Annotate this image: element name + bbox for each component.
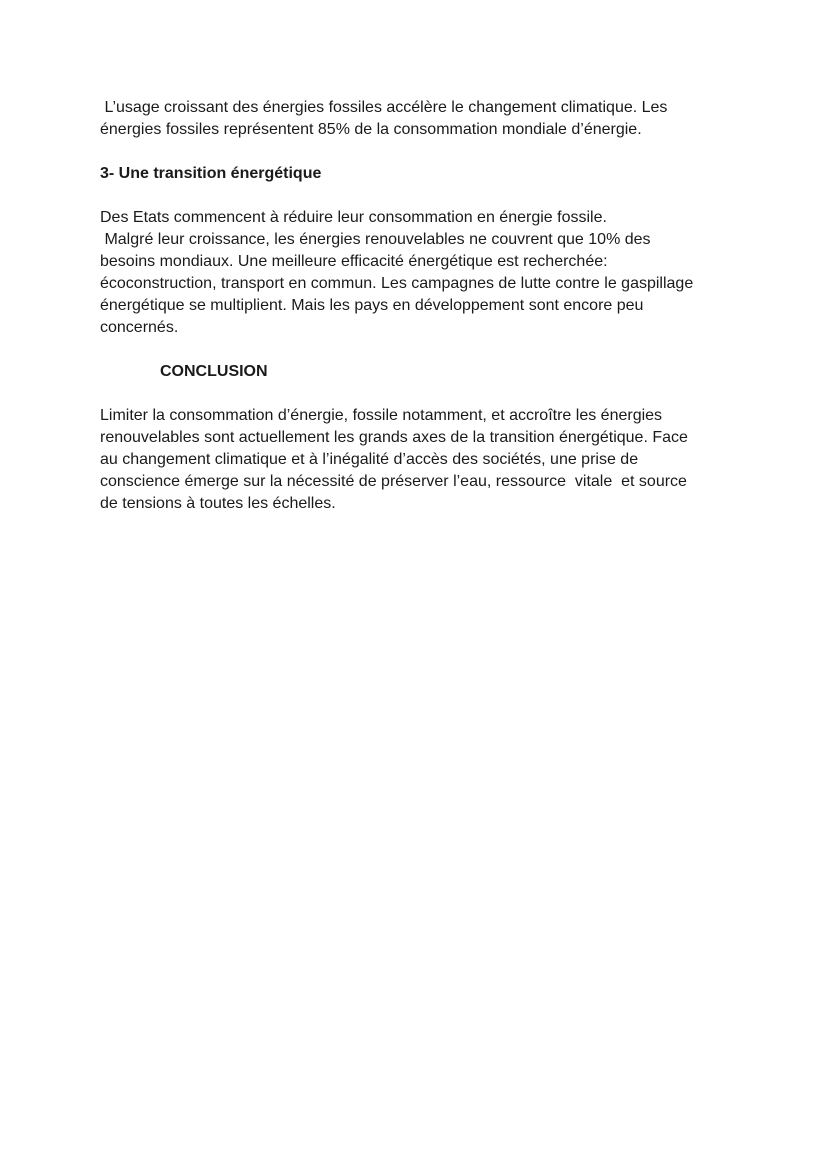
- section-line: Des Etats commencent à réduire leur consommation en énergie fossile.: [100, 209, 607, 226]
- conclusion-line: au changement climatique et à l’inégalité d’accès des sociétés, une prise de: [100, 451, 639, 468]
- conclusion-line: de tensions à toutes les échelles.: [100, 495, 336, 512]
- section-line: écoconstruction, transport en commun. Les campagnes de lutte contre le gaspillage: [100, 275, 694, 292]
- conclusion-heading: CONCLUSION: [160, 363, 268, 380]
- spacer: [100, 185, 740, 207]
- intro-line: L’usage croissant des énergies fossiles accélère le changement climatique. Les: [100, 99, 668, 116]
- document-body: [100, 97, 740, 515]
- section-heading: 3- Une transition énergétique: [100, 165, 322, 182]
- section-line: concernés.: [100, 319, 179, 336]
- conclusion-line: renouvelables sont actuellement les grands axes de la transition énergétique. Face: [100, 429, 688, 446]
- section-paragraph: [100, 207, 740, 339]
- spacer: [100, 383, 740, 405]
- intro-line: énergies fossiles représentent 85% de la consommation mondiale d’énergie.: [100, 121, 642, 138]
- section-line: Malgré leur croissance, les énergies renouvelables ne couvrent que 10% des: [100, 231, 651, 248]
- section-line: énergétique se multiplient. Mais les pays en développement sont encore peu: [100, 297, 644, 314]
- spacer: [100, 339, 740, 361]
- section-line: besoins mondiaux. Une meilleure efficacité énergétique est recherchée:: [100, 253, 608, 270]
- conclusion-line: conscience émerge sur la nécessité de préserver l’eau, ressource vitale et source: [100, 473, 687, 490]
- spacer: [100, 141, 740, 163]
- conclusion-line: Limiter la consommation d’énergie, fossile notamment, et accroître les énergies: [100, 407, 663, 424]
- conclusion-paragraph: [100, 405, 740, 515]
- intro-paragraph: [100, 97, 740, 141]
